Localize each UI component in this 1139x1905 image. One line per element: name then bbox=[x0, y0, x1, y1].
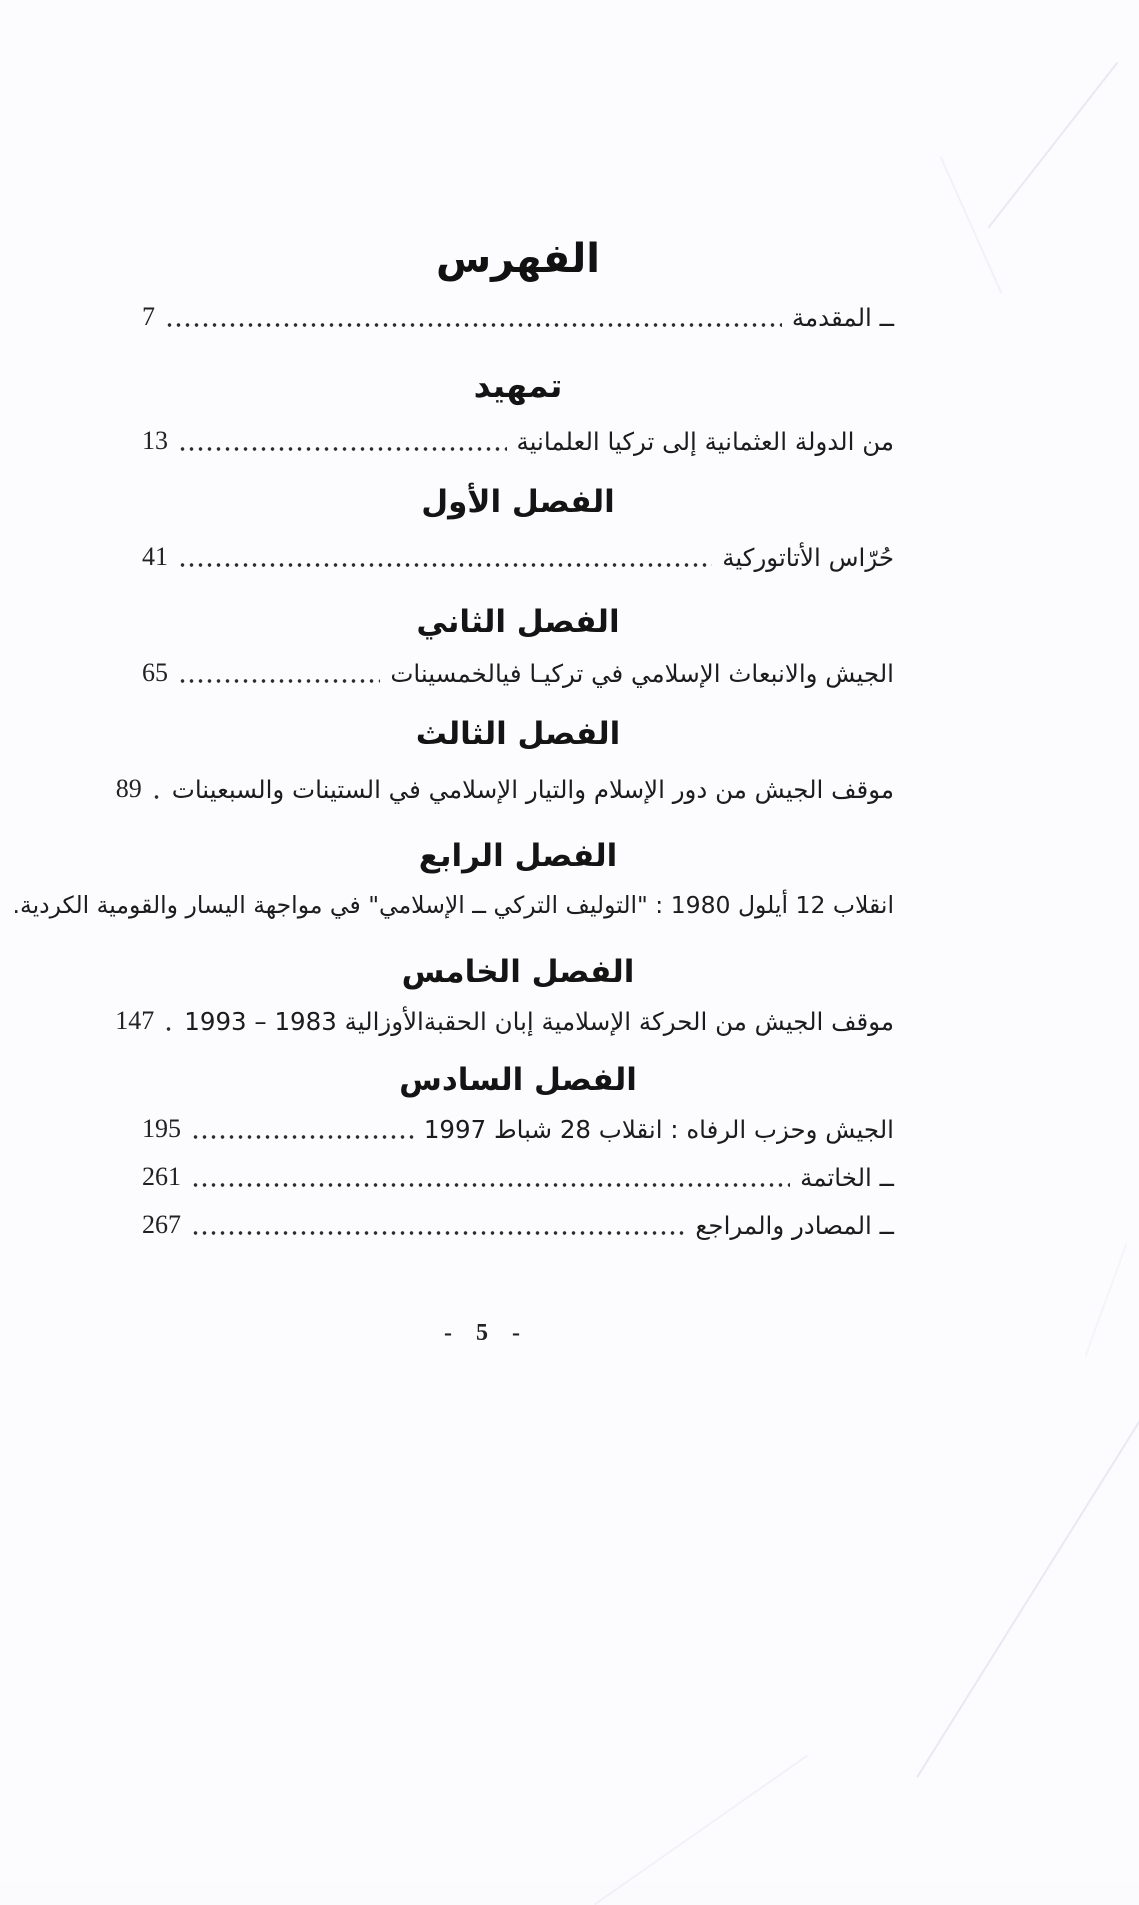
toc-entry bbox=[142, 652, 894, 694]
page-title: الفهرس bbox=[435, 236, 600, 282]
toc-entry-introduction bbox=[142, 296, 894, 338]
dot-leader bbox=[178, 677, 380, 685]
toc-entry bbox=[142, 536, 894, 578]
dot-leader bbox=[178, 561, 712, 569]
toc-page-number: 65 bbox=[142, 658, 168, 687]
toc-entry-conclusion bbox=[142, 1156, 894, 1198]
toc-entry-label: موقف الجيش من دور الإسلام والتيار الإسلامي في الستينات والسبعينات bbox=[171, 774, 894, 804]
paper-crease bbox=[988, 62, 1119, 229]
toc-entry-label: الجيش وحزب الرفاه : انقلاب 28 شباط 1997 bbox=[423, 1114, 894, 1144]
toc-entry-label: انقلاب 12 أيلول 1980 : "التوليف التركي ــ الإسلامي" في مواجهة اليسار والقومية الكردية. bbox=[12, 891, 894, 919]
paper-crease bbox=[594, 1755, 808, 1905]
section-heading-chapter-1: الفصل الأول bbox=[421, 484, 615, 520]
toc-entry bbox=[12, 884, 894, 926]
section-heading-chapter-6: الفصل السادس bbox=[399, 1062, 637, 1098]
section-heading-chapter-3: الفصل الثالث bbox=[415, 716, 621, 752]
toc-page-number: 147 bbox=[115, 1006, 155, 1035]
paper-crease bbox=[940, 156, 1003, 294]
toc-page-number: 41 bbox=[142, 542, 168, 571]
toc-entry-label: الجيش والانبعاث الإسلامي في تركيـا فيالخمسينات bbox=[390, 658, 894, 688]
dot-leader bbox=[164, 1025, 174, 1033]
section-heading-preface: تمهيد bbox=[473, 366, 563, 405]
toc-entry-label: ــ الخاتمة bbox=[800, 1162, 894, 1192]
dot-leader bbox=[152, 793, 162, 801]
toc-page-number: 267 bbox=[142, 1210, 181, 1239]
toc-entry-label: حُرّاس الأتاتوركية bbox=[722, 542, 894, 572]
toc-page-number: 13 bbox=[142, 426, 168, 455]
section-heading-chapter-4: الفصل الرابع bbox=[418, 838, 618, 874]
toc-entry bbox=[142, 420, 894, 462]
dot-leader bbox=[191, 1133, 414, 1141]
paper-crease bbox=[916, 1412, 1139, 1778]
dot-leader bbox=[0, 918, 9, 926]
toc-entry-label: موقف الجيش من الحركة الإسلامية إبان الحقبةالأوزالية 1983 – 1993 bbox=[184, 1006, 894, 1036]
dot-leader bbox=[191, 1181, 790, 1189]
toc-entry bbox=[115, 768, 894, 810]
toc-page-number: 261 bbox=[142, 1162, 181, 1191]
toc-entry-bibliography bbox=[142, 1204, 894, 1246]
dot-leader bbox=[165, 321, 782, 329]
toc-page-number: 89 bbox=[115, 774, 142, 803]
footer-page-number: - 5 - bbox=[444, 1320, 520, 1346]
toc-entry bbox=[115, 1000, 894, 1042]
paper-crease bbox=[1085, 1243, 1128, 1356]
toc-page-number: 7 bbox=[142, 302, 155, 331]
toc-entry-label: ــ المقدمة bbox=[791, 302, 894, 332]
toc-entry bbox=[142, 1108, 894, 1150]
section-heading-chapter-5: الفصل الخامس bbox=[401, 954, 635, 990]
section-heading-chapter-2: الفصل الثاني bbox=[416, 604, 620, 640]
toc-entry-label: من الدولة العثمانية إلى تركيا العلمانية bbox=[516, 426, 894, 456]
toc-page-number: 195 bbox=[142, 1114, 181, 1143]
dot-leader bbox=[178, 445, 507, 453]
toc-entry-label: ــ المصادر والمراجع bbox=[695, 1210, 894, 1240]
dot-leader bbox=[191, 1229, 685, 1237]
